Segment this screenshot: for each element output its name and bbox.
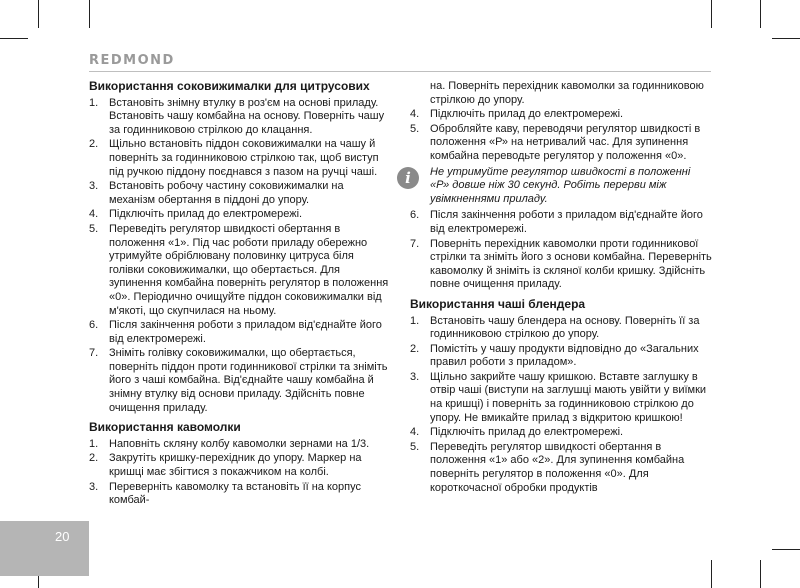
crop-mark xyxy=(711,0,712,28)
item-text: Помістіть у чашу продукти відповідно до «Загальних правил роботи з приладом». xyxy=(430,342,699,369)
item-text: Обробляйте каву, переводячи регулятор швидкості в положення «Р» на нетривалий час. Для зупинення комбайна переводьте регулятор у положення «0». xyxy=(430,122,701,162)
coffee-grinder-steps-continued xyxy=(410,108,712,163)
item-text: Щільно закрийте чашу кришкою. Вставте заглушку в отвір чаші (виступи на заглушці мають увійти у виїмки на кришці) і поверніть за годинниковою стрілкою до упору. Не вмикайте прилад з відкритою кришкою! xyxy=(430,370,707,424)
item-number: 1. xyxy=(410,314,420,327)
item-number: 6. xyxy=(89,319,99,332)
crop-mark xyxy=(38,0,39,28)
crop-mark xyxy=(0,38,28,39)
item-number: 7. xyxy=(89,347,99,360)
citrus-juicer-steps xyxy=(89,97,389,416)
item-number: 2. xyxy=(89,138,99,151)
coffee-grinder-steps-final xyxy=(410,209,712,292)
item-text: Після закінчення роботи з приладом від'єднайте його від електромережі. xyxy=(109,319,382,345)
item-number: 2. xyxy=(410,342,420,355)
note-text: Не утримуйте регулятор швидкості в положенні «Р» довше ніж 30 секунд. Робіть перерви між увімкненнями приладу. xyxy=(430,165,691,205)
crop-mark xyxy=(772,549,800,550)
section-title-coffee-grinder: Використання кавомолки xyxy=(89,420,241,435)
item-text: Підключіть прилад до електромережі. xyxy=(430,108,624,121)
item-text: Закрутіть кришку-перехідник до упору. Маркер на кришці має збігтися з покажчиком на колбі. xyxy=(109,452,362,479)
item-number: 1. xyxy=(89,96,99,109)
item-text: Щільно встановіть піддон соковижималки на чашу й поверніть за годинниковою стрілкою так, щоб виступ під ручкою піддону поєднався з пазом на ручці чаші. xyxy=(109,138,379,178)
crop-mark xyxy=(772,38,800,39)
list-item xyxy=(89,319,389,346)
item-number: 3. xyxy=(410,370,420,383)
item-text: Переведіть регулятор швидкості обертання в положення «1» або «2». Для зупинення комбайна поверніть регулятор в положення «0». Для короткочасної обробки продуктів xyxy=(430,440,685,494)
brand-logo: REDMOND xyxy=(89,53,175,68)
left-column xyxy=(89,80,389,509)
crop-mark xyxy=(760,0,761,28)
item-text: Зніміть голівку соковижималки, що обертається, поверніть піддон проти годинникової стрілки та зніміть його з чаші комбайна. Від'єднайте чашу комбайна й знімну втулку від основи приладу. Здійсніть повне очищення приладу. xyxy=(109,347,388,414)
list-item xyxy=(89,97,389,138)
list-item xyxy=(410,108,712,122)
list-item xyxy=(89,138,389,179)
item-number: 7. xyxy=(410,237,420,250)
item-number: 1. xyxy=(89,437,99,450)
crop-mark xyxy=(89,0,90,28)
item-text: Переведіть регулятор швидкості обертання в положення «1». Під час роботи приладу обережно утримуйте обріблювану половинку цитруса біля голівки соковижималки, що обертається. Для зупинення комбайна поверніть регулятор в положення «0». Періодично очищуйте піддон соковижималки від м'якоті, що скупчилася на ньому. xyxy=(109,222,389,317)
page-number: 20 xyxy=(55,529,70,544)
item-text: Встановіть чашу блендера на основу. Поверніть її за годинниковою стрілкою до упору. xyxy=(430,314,700,341)
list-item xyxy=(89,208,389,222)
list-item xyxy=(410,123,712,164)
item-number: 3. xyxy=(89,180,99,193)
list-item xyxy=(89,180,389,207)
item-number: 3. xyxy=(89,480,99,493)
page-number-box xyxy=(0,521,89,576)
list-item xyxy=(89,452,389,479)
section-title-blender: Використання чаші блендера xyxy=(410,296,586,311)
item-text: Поверніть перехідник кавомолки проти годинникової стрілки та зніміть його з основи комбайна. Переверніть кавомолку й зніміть із скляної колби кришку. Здійсніть повне очищення приладу. xyxy=(430,237,712,291)
item-text: Наповніть скляну колбу кавомолки зернами на 1/3. xyxy=(109,437,370,450)
item-text: Встановіть робочу частину соковижималки на механізм обертання в піддоні до упору. xyxy=(109,180,344,206)
item-number: 2. xyxy=(89,452,99,465)
right-column xyxy=(405,80,712,496)
header-divider xyxy=(89,71,711,72)
list-item xyxy=(89,347,389,415)
item-text: Переверніть кавомолку та встановіть її на корпус комбай- xyxy=(109,480,361,507)
list-item xyxy=(410,209,712,236)
item-text: Підключіть прилад до електромережі. xyxy=(430,426,624,439)
section-title-citrus-juicer: Використання соковижималки для цитрусових xyxy=(89,79,370,93)
list-item xyxy=(410,343,712,370)
item-number: 6. xyxy=(410,209,420,222)
item-text: Після закінчення роботи з приладом від'єднайте його від електромережі. xyxy=(430,209,703,235)
list-item xyxy=(410,315,712,342)
crop-mark xyxy=(760,560,761,588)
list-item xyxy=(410,426,712,440)
info-icon: i xyxy=(397,167,419,189)
item-number: 4. xyxy=(410,426,420,439)
coffee-grinder-steps xyxy=(89,438,389,508)
list-item xyxy=(89,481,389,508)
list-item xyxy=(89,223,389,318)
item-number: 4. xyxy=(89,208,99,221)
list-item xyxy=(410,371,712,425)
item-number: 4. xyxy=(410,108,420,121)
item-number: 5. xyxy=(410,440,420,453)
item-number: 5. xyxy=(410,122,420,135)
coffee-grinder-section xyxy=(89,421,389,508)
crop-mark xyxy=(711,560,712,588)
continued-text: на. Поверніть перехідник кавомолки за годинниковою стрілкою до упору. xyxy=(430,80,704,106)
list-item xyxy=(89,438,389,452)
item-text: Встановіть знімну втулку в роз'єм на основі приладу. Встановіть чашу комбайна на основу. Поверніть чашу за годинниковою стрілкою до клацання. xyxy=(109,96,385,136)
list-item xyxy=(410,238,712,292)
item-number: 5. xyxy=(89,222,99,235)
blender-steps xyxy=(410,315,712,496)
item-text: Підключіть прилад до електромережі. xyxy=(109,208,303,221)
list-item xyxy=(410,441,712,495)
blender-section xyxy=(410,298,712,495)
warning-note xyxy=(405,165,712,207)
